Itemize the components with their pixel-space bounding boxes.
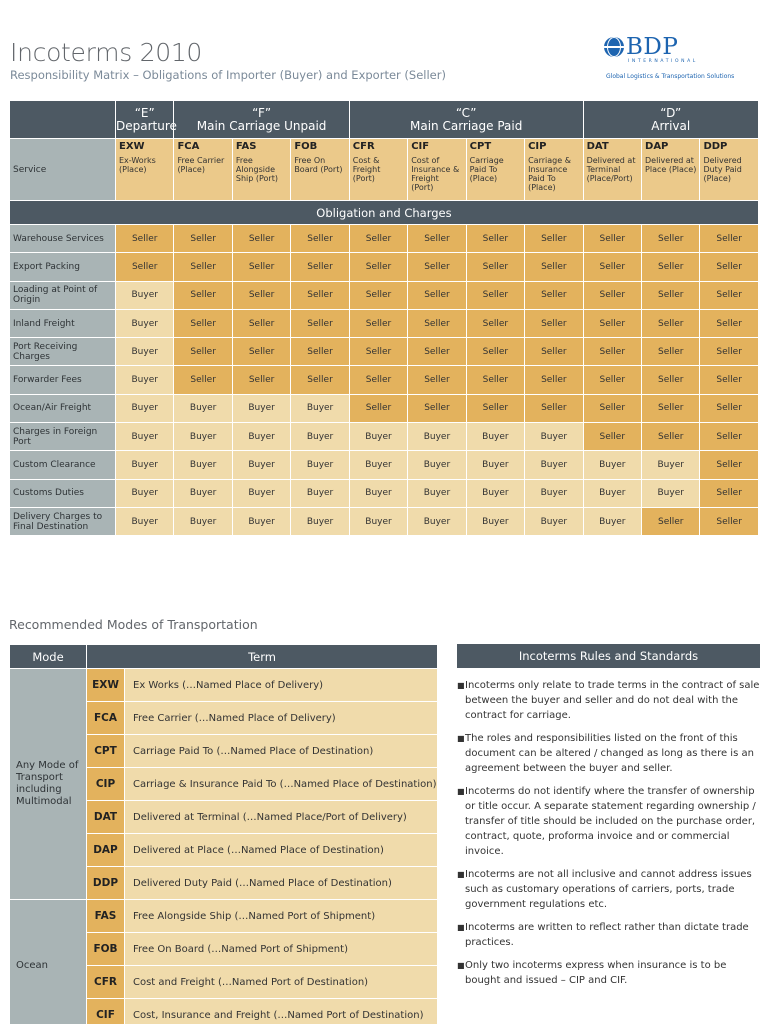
- service-cell-ddp: [700, 139, 758, 201]
- service-cell-fob: [291, 139, 349, 201]
- matrix-cell: Buyer: [349, 507, 407, 535]
- row-label: Forwarder Fees: [10, 366, 116, 394]
- rules-header: Incoterms Rules and Standards: [457, 644, 760, 668]
- service-cell-fas: [232, 139, 290, 201]
- matrix-cell: Seller: [174, 253, 232, 281]
- service-desc: Free Carrier (Place): [177, 156, 225, 174]
- matrix-cell: Seller: [525, 338, 583, 366]
- matrix-cell: Buyer: [466, 451, 524, 479]
- matrix-cell: Seller: [700, 225, 758, 253]
- matrix-row: [10, 338, 759, 366]
- matrix-cell: Seller: [291, 225, 349, 253]
- matrix-cell: Buyer: [116, 309, 174, 337]
- service-code: FOB: [294, 141, 318, 152]
- service-cell-fca: [174, 139, 232, 201]
- matrix-cell: Buyer: [291, 507, 349, 535]
- matrix-row: [10, 394, 759, 422]
- matrix-cell: Seller: [466, 225, 524, 253]
- row-label: Customs Duties: [10, 479, 116, 507]
- matrix-cell: Buyer: [116, 423, 174, 451]
- matrix-cell: Buyer: [408, 479, 466, 507]
- group-label: Arrival: [651, 118, 691, 133]
- matrix-cell: Buyer: [116, 366, 174, 394]
- bullet-icon: ■: [457, 923, 465, 932]
- matrix-cell: Buyer: [116, 394, 174, 422]
- matrix-row: [10, 309, 759, 337]
- row-label: Warehouse Services: [10, 225, 116, 253]
- service-code: DAP: [645, 141, 669, 152]
- matrix-cell: Buyer: [583, 479, 641, 507]
- matrix-cell: Buyer: [466, 507, 524, 535]
- matrix-cell: Seller: [700, 451, 758, 479]
- group-header-e: [116, 101, 177, 139]
- rule-text: Incoterms do not identify where the transfer of ownership or title occur. A separate statement regarding ownership / transfer of title should be included on the purchase order, contract, quote, proforma invoice and or commercial invoice.: [465, 786, 756, 857]
- modes-table: [9, 644, 438, 1024]
- mode-term-row: [10, 669, 438, 702]
- service-desc: Cost & Freight (Port): [352, 156, 381, 183]
- matrix-cell: Seller: [525, 366, 583, 394]
- matrix-cell: Buyer: [408, 507, 466, 535]
- matrix-cell: Buyer: [174, 507, 232, 535]
- bullet-icon: ■: [457, 870, 465, 879]
- service-code: EXW: [119, 141, 145, 152]
- logo-intl: INTERNATIONAL: [628, 59, 698, 64]
- matrix-cell: Seller: [232, 366, 290, 394]
- term-name: Carriage Paid To (…Named Place of Destination): [125, 735, 438, 768]
- term-name: Delivered Duty Paid (…Named Place of Destination): [125, 867, 438, 900]
- matrix-cell: Buyer: [174, 423, 232, 451]
- matrix-cell: Seller: [583, 225, 641, 253]
- matrix-cell: Seller: [583, 281, 641, 309]
- obligations-header: Obligation and Charges: [10, 201, 759, 225]
- matrix-cell: Seller: [642, 253, 700, 281]
- rules-list: [457, 678, 760, 996]
- group-quote: “D”: [660, 105, 682, 120]
- term-code: CFR: [87, 966, 125, 999]
- group-quote: “C”: [455, 105, 477, 120]
- matrix-row: [10, 479, 759, 507]
- group-header-d: [583, 101, 758, 139]
- matrix-cell: Buyer: [116, 281, 174, 309]
- matrix-cell: Seller: [466, 394, 524, 422]
- term-code: FAS: [87, 900, 125, 933]
- service-code: CIP: [528, 141, 547, 152]
- matrix-cell: Seller: [700, 253, 758, 281]
- service-cell-dap: [642, 139, 700, 201]
- mode-cell: Any Mode of Transport including Multimodal: [10, 669, 87, 900]
- service-cell-cip: [525, 139, 583, 201]
- matrix-cell: Buyer: [232, 451, 290, 479]
- group-header-blank: [10, 101, 116, 139]
- term-name: Ex Works (…Named Place of Delivery): [125, 669, 438, 702]
- term-name: Carriage & Insurance Paid To (…Named Place of Destination): [125, 768, 438, 801]
- matrix-cell: Buyer: [525, 423, 583, 451]
- matrix-cell: Seller: [408, 281, 466, 309]
- matrix-cell: Seller: [583, 366, 641, 394]
- service-desc: Carriage & Insurance Paid To (Place): [528, 156, 571, 192]
- rule-text: Incoterms are written to reflect rather than dictate trade practices.: [465, 922, 749, 948]
- bullet-icon: ■: [457, 961, 465, 970]
- group-quote: “E”: [134, 105, 155, 120]
- matrix-cell: Buyer: [232, 479, 290, 507]
- group-header-row: [10, 101, 759, 139]
- matrix-cell: Seller: [642, 225, 700, 253]
- service-label: Service: [10, 139, 116, 201]
- rule-item: [457, 784, 760, 859]
- mode-cell: Ocean: [10, 900, 87, 1024]
- matrix-cell: Seller: [700, 423, 758, 451]
- matrix-cell: Seller: [525, 253, 583, 281]
- matrix-row: [10, 253, 759, 281]
- matrix-cell: Buyer: [174, 394, 232, 422]
- term-code: CIF: [87, 999, 125, 1024]
- service-desc: Ex-Works (Place): [119, 156, 156, 174]
- matrix-cell: Seller: [408, 253, 466, 281]
- matrix-cell: Seller: [408, 338, 466, 366]
- matrix-cell: Seller: [700, 309, 758, 337]
- group-header-c: [349, 101, 583, 139]
- rule-text: Incoterms only relate to trade terms in the contract of sale between the buyer and seller and do not deal with the contract for carriage.: [465, 680, 760, 721]
- matrix-cell: Seller: [700, 394, 758, 422]
- matrix-cell: Seller: [700, 479, 758, 507]
- matrix-cell: Seller: [174, 338, 232, 366]
- service-code: CFR: [352, 141, 375, 152]
- matrix-cell: Seller: [525, 394, 583, 422]
- matrix-cell: Seller: [174, 309, 232, 337]
- term-code: EXW: [87, 669, 125, 702]
- matrix-cell: Buyer: [642, 451, 700, 479]
- obligations-header-row: [10, 201, 759, 225]
- term-code: DDP: [87, 867, 125, 900]
- service-code: FCA: [177, 141, 200, 152]
- mode-term-row: [10, 900, 438, 933]
- logo-tagline: Global Logistics & Transportation Solutions: [606, 73, 735, 80]
- term-code: FOB: [87, 933, 125, 966]
- matrix-cell: Buyer: [232, 423, 290, 451]
- matrix-row: [10, 225, 759, 253]
- matrix-cell: Buyer: [174, 479, 232, 507]
- matrix-cell: Seller: [291, 281, 349, 309]
- term-code: FCA: [87, 702, 125, 735]
- rule-item: [457, 678, 760, 723]
- service-code: CPT: [469, 141, 492, 152]
- matrix-row: [10, 366, 759, 394]
- matrix-row: [10, 451, 759, 479]
- matrix-cell: Seller: [466, 338, 524, 366]
- matrix-cell: Seller: [349, 338, 407, 366]
- term-code: DAP: [87, 834, 125, 867]
- service-cell-dat: [583, 139, 641, 201]
- modes-header-row: [10, 645, 438, 669]
- row-label: Charges in Foreign Port: [10, 423, 116, 451]
- matrix-cell: Seller: [349, 253, 407, 281]
- service-code: DAT: [586, 141, 609, 152]
- service-desc: Delivered at Place (Place): [645, 156, 697, 174]
- matrix-cell: Seller: [232, 338, 290, 366]
- matrix-cell: Buyer: [642, 479, 700, 507]
- row-label: Custom Clearance: [10, 451, 116, 479]
- matrix-cell: Seller: [174, 366, 232, 394]
- service-desc: Cost of Insurance & Freight (Port): [411, 156, 460, 192]
- logo-name: BDP: [626, 34, 679, 60]
- group-label: Main Carriage Paid: [410, 118, 523, 133]
- matrix-cell: Seller: [408, 225, 466, 253]
- group-label: Departure: [116, 118, 177, 133]
- rule-item: [457, 958, 760, 988]
- service-row: [10, 139, 759, 201]
- term-name: Free Alongside Ship (…Named Port of Shipment): [125, 900, 438, 933]
- matrix-cell: Buyer: [349, 479, 407, 507]
- matrix-cell: Seller: [583, 253, 641, 281]
- matrix-cell: Seller: [466, 253, 524, 281]
- matrix-cell: Seller: [525, 225, 583, 253]
- service-desc: Delivered at Terminal (Place/Port): [586, 156, 636, 183]
- matrix-cell: Seller: [642, 507, 700, 535]
- service-cell-exw: [116, 139, 174, 201]
- matrix-cell: Seller: [642, 338, 700, 366]
- service-cell-cpt: [466, 139, 524, 201]
- matrix-cell: Seller: [232, 225, 290, 253]
- matrix-cell: Buyer: [408, 423, 466, 451]
- matrix-cell: Seller: [116, 253, 174, 281]
- rule-text: Only two incoterms express when insurance is to be bought and issued – CIP and CIF.: [465, 960, 727, 986]
- matrix-cell: Buyer: [116, 451, 174, 479]
- service-cell-cfr: [349, 139, 407, 201]
- rule-item: [457, 867, 760, 912]
- service-code: DDP: [703, 141, 728, 152]
- matrix-cell: Seller: [349, 366, 407, 394]
- matrix-cell: Seller: [700, 281, 758, 309]
- modes-title: Recommended Modes of Transportation: [9, 617, 258, 632]
- rule-item: [457, 731, 760, 776]
- matrix-cell: Seller: [700, 338, 758, 366]
- matrix-cell: Seller: [583, 423, 641, 451]
- row-label: Port Receiving Charges: [10, 338, 116, 366]
- bdp-logo: [604, 36, 754, 80]
- matrix-cell: Seller: [349, 309, 407, 337]
- matrix-row: [10, 507, 759, 535]
- matrix-cell: Buyer: [466, 479, 524, 507]
- matrix-cell: Seller: [116, 225, 174, 253]
- row-label: Inland Freight: [10, 309, 116, 337]
- matrix-cell: Seller: [174, 225, 232, 253]
- bullet-icon: ■: [457, 734, 465, 743]
- matrix-cell: Seller: [642, 423, 700, 451]
- mode-header: Mode: [10, 645, 87, 669]
- matrix-cell: Seller: [583, 338, 641, 366]
- matrix-cell: Seller: [583, 309, 641, 337]
- matrix-cell: Seller: [466, 309, 524, 337]
- service-code: CIF: [411, 141, 430, 152]
- matrix-cell: Buyer: [583, 507, 641, 535]
- term-name: Delivered at Terminal (…Named Place/Port of Delivery): [125, 801, 438, 834]
- row-label: Export Packing: [10, 253, 116, 281]
- page-subtitle: Responsibility Matrix – Obligations of Importer (Buyer) and Exporter (Seller): [10, 68, 446, 82]
- matrix-cell: Seller: [232, 281, 290, 309]
- bullet-icon: ■: [457, 787, 465, 796]
- matrix-cell: Seller: [642, 309, 700, 337]
- matrix-cell: Buyer: [116, 479, 174, 507]
- matrix-cell: Seller: [349, 394, 407, 422]
- term-code: CIP: [87, 768, 125, 801]
- matrix-cell: Seller: [232, 253, 290, 281]
- matrix-cell: Seller: [700, 366, 758, 394]
- matrix-cell: Seller: [642, 394, 700, 422]
- matrix-cell: Seller: [408, 366, 466, 394]
- matrix-cell: Buyer: [525, 479, 583, 507]
- matrix-cell: Seller: [466, 366, 524, 394]
- row-label: Ocean/Air Freight: [10, 394, 116, 422]
- matrix-cell: Seller: [291, 338, 349, 366]
- matrix-cell: Seller: [583, 394, 641, 422]
- rule-item: [457, 920, 760, 950]
- term-header: Term: [87, 645, 438, 669]
- matrix-cell: Seller: [174, 281, 232, 309]
- service-desc: Delivered Duty Paid (Place): [703, 156, 742, 183]
- matrix-cell: Seller: [349, 281, 407, 309]
- group-header-f: [174, 101, 349, 139]
- matrix-cell: Buyer: [232, 507, 290, 535]
- service-code: FAS: [235, 141, 257, 152]
- term-name: Free On Board (…Named Port of Shipment): [125, 933, 438, 966]
- matrix-cell: Buyer: [525, 451, 583, 479]
- matrix-cell: Seller: [642, 366, 700, 394]
- group-quote: “F”: [252, 105, 272, 120]
- matrix-body: [10, 225, 759, 536]
- service-desc: Carriage Paid To (Place): [469, 156, 504, 183]
- matrix-cell: Seller: [700, 507, 758, 535]
- matrix-cell: Buyer: [116, 507, 174, 535]
- matrix-cell: Seller: [291, 309, 349, 337]
- group-label: Main Carriage Unpaid: [196, 118, 327, 133]
- matrix-cell: Buyer: [291, 451, 349, 479]
- matrix-cell: Seller: [408, 309, 466, 337]
- term-name: Delivered at Place (…Named Place of Destination): [125, 834, 438, 867]
- matrix-cell: Buyer: [291, 423, 349, 451]
- term-code: CPT: [87, 735, 125, 768]
- term-name: Free Carrier (…Named Place of Delivery): [125, 702, 438, 735]
- matrix-cell: Buyer: [349, 451, 407, 479]
- matrix-cell: Seller: [232, 309, 290, 337]
- service-desc: Free Alongside Ship (Port): [235, 156, 278, 183]
- matrix-cell: Buyer: [349, 423, 407, 451]
- page-title: Incoterms 2010: [10, 38, 203, 67]
- matrix-cell: Buyer: [408, 451, 466, 479]
- rule-text: The roles and responsibilities listed on the front of this document can be altered / changed as long as there is an agreement between the buyer and seller.: [465, 733, 754, 774]
- matrix-cell: Buyer: [291, 394, 349, 422]
- matrix-row: [10, 281, 759, 309]
- globe-icon: [604, 37, 624, 57]
- matrix-cell: Buyer: [232, 394, 290, 422]
- bullet-icon: ■: [457, 681, 465, 690]
- row-label: Loading at Point of Origin: [10, 281, 116, 309]
- term-code: DAT: [87, 801, 125, 834]
- matrix-cell: Seller: [525, 281, 583, 309]
- service-cell-cif: [408, 139, 466, 201]
- modes-body: [10, 669, 438, 1024]
- matrix-cell: Seller: [408, 394, 466, 422]
- matrix-cell: Seller: [642, 281, 700, 309]
- matrix-cell: Buyer: [525, 507, 583, 535]
- matrix-cell: Buyer: [466, 423, 524, 451]
- row-label: Delivery Charges to Final Destination: [10, 507, 116, 535]
- matrix-cell: Buyer: [174, 451, 232, 479]
- matrix-row: [10, 423, 759, 451]
- matrix-cell: Seller: [525, 309, 583, 337]
- service-desc: Free On Board (Port): [294, 156, 343, 174]
- term-name: Cost and Freight (…Named Port of Destination): [125, 966, 438, 999]
- matrix-cell: Seller: [291, 366, 349, 394]
- matrix-cell: Buyer: [583, 451, 641, 479]
- matrix-cell: Seller: [466, 281, 524, 309]
- rule-text: Incoterms are not all inclusive and cannot address issues such as customary operations of carriers, ports, trade government regulations etc.: [465, 869, 752, 910]
- matrix-cell: Seller: [291, 253, 349, 281]
- responsibility-matrix: [9, 100, 759, 536]
- matrix-cell: Buyer: [291, 479, 349, 507]
- matrix-cell: Seller: [349, 225, 407, 253]
- term-name: Cost, Insurance and Freight (…Named Port of Destination): [125, 999, 438, 1024]
- matrix-cell: Buyer: [116, 338, 174, 366]
